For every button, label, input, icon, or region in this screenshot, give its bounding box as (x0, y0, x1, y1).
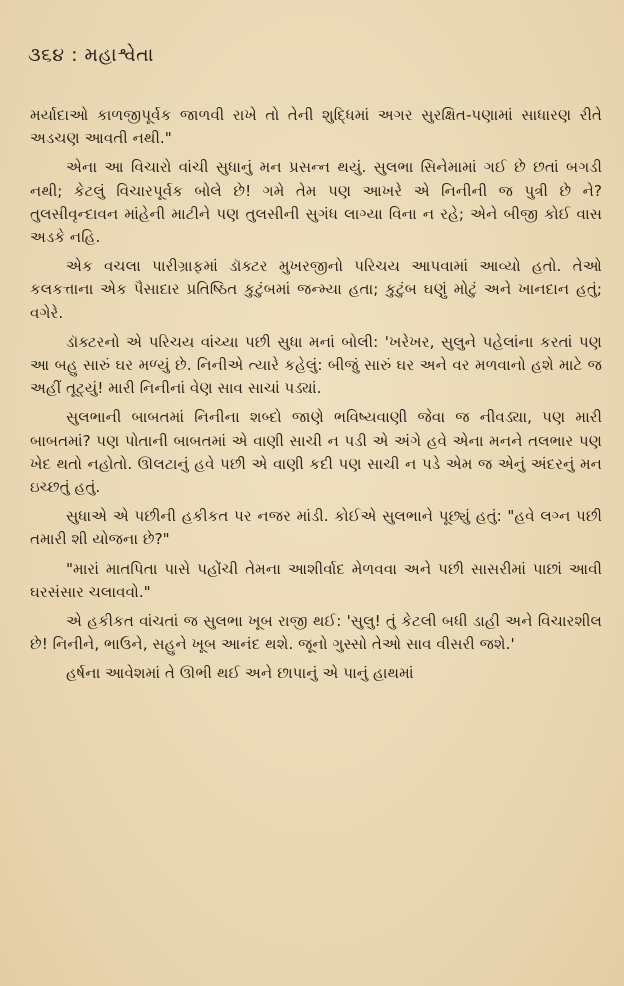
body-text (30, 104, 602, 692)
paragraph-7: "મારાં માતપિતા પાસે પહોંચી તેમના આશીર્વાદ મેળવવા અને પછી સાસરીમાં પાછાં આવી ઘરસંસાર ચલાવવો." (30, 559, 602, 601)
running-header: ૩૬૪ : મહાશ્વેતા (28, 44, 154, 66)
paragraph-4: ડૉક્ટરનો એ પરિચય વાંચ્યા પછી સુધા મનાં બોલી: 'ખરેખર, સુલુને પહેલાંના કરતાં પણ આ બહુ સારું ઘર મળ્યું છે. નિનીએ ત્યારે કહેલું: બીજું સારું ઘર અને વર મળવાનો હશે માટે જ અહીં તૂટ્યું! મારી નિનીનાં વેણ સાવ સાચાં પડ્યાં. (30, 332, 602, 398)
paragraph-2: એના આ વિચારો વાંચી સુધાનું મન પ્રસન્ન થયું. સુલભા સિનેમામાં ગઈ છે છતાં બગડી નથી; કેટલું વિચારપૂર્વક બોલે છે! ગમે તેમ પણ આખરે એ નિનીની જ પુત્રી છે ને? તુલસીવૃન્દાવન માંહેની માટીને પણ તુલસીની સુગંધ લાગ્યા વિના ન રહે; એને બીજી કોઈ વાસ અડકે નહિ. (30, 158, 602, 247)
paragraph-3: એક વચલા પારીગ્રાફમાં ડૉક્ટર મુખરજીનો પરિચય આપવામાં આવ્યો હતો. તેઓ કલકત્તાના એક પૈસાદાર પ્રતિષ્ઠિત કુટુંબમાં જન્મ્યા હતા; કુટુંબ ઘણું મોટું અને ખાનદાન હતું; વગેરે. (30, 257, 603, 322)
paragraph-5: સુલભાની બાબતમાં નિનીના શબ્દો જાણે ભવિષ્યવાણી જેવા જ નીવડ્યા, પણ મારી બાબતમાં? પણ પોતાની બાબતમાં એ વાણી સાચી ન પડી એ અંગે હવે એના મનને તલભાર પણ ખેદ થતો નહોતો. ઊલટાનું હવે પછી એ વાણી કદી પણ સાચી ન પડે એમ જ એનું અંદરનું મન ઇચ્છતું હતું. (30, 408, 602, 497)
paragraph-8: એ હકીકત વાંચતાં જ સુલભા ખૂબ રાજી થઈ: 'સુલુ! તું કેટલી બધી ડાહી અને વિચારશીલ છે! નિનીને, ભાઉને, સહુને ખૂબ આનંદ થશે. જૂનો ગુસ્સો તેઓ સાવ વીસરી જશે.' (30, 612, 602, 654)
paragraph-1: મર્યાદાઓ કાળજીપૂર્વક જાળવી રાખે તો તેની શુદ્ધિમાં અગર સુરક્ષિત-પણામાં સાધારણ રીતે અડચણ આવતી નથી." (30, 106, 602, 148)
paragraph-6: સુધાએ એ પછીની હકીકત પર નજર માંડી. કોઈએ સુલભાને પૂછ્યું હતું: "હવે લગ્ન પછી તમારી શી યોજના છે?" (30, 507, 602, 549)
paragraph-9: હર્ષના આવેશમાં તે ઊભી થઈ અને છાપાનું એ પાનું હાથમાં (66, 664, 414, 683)
